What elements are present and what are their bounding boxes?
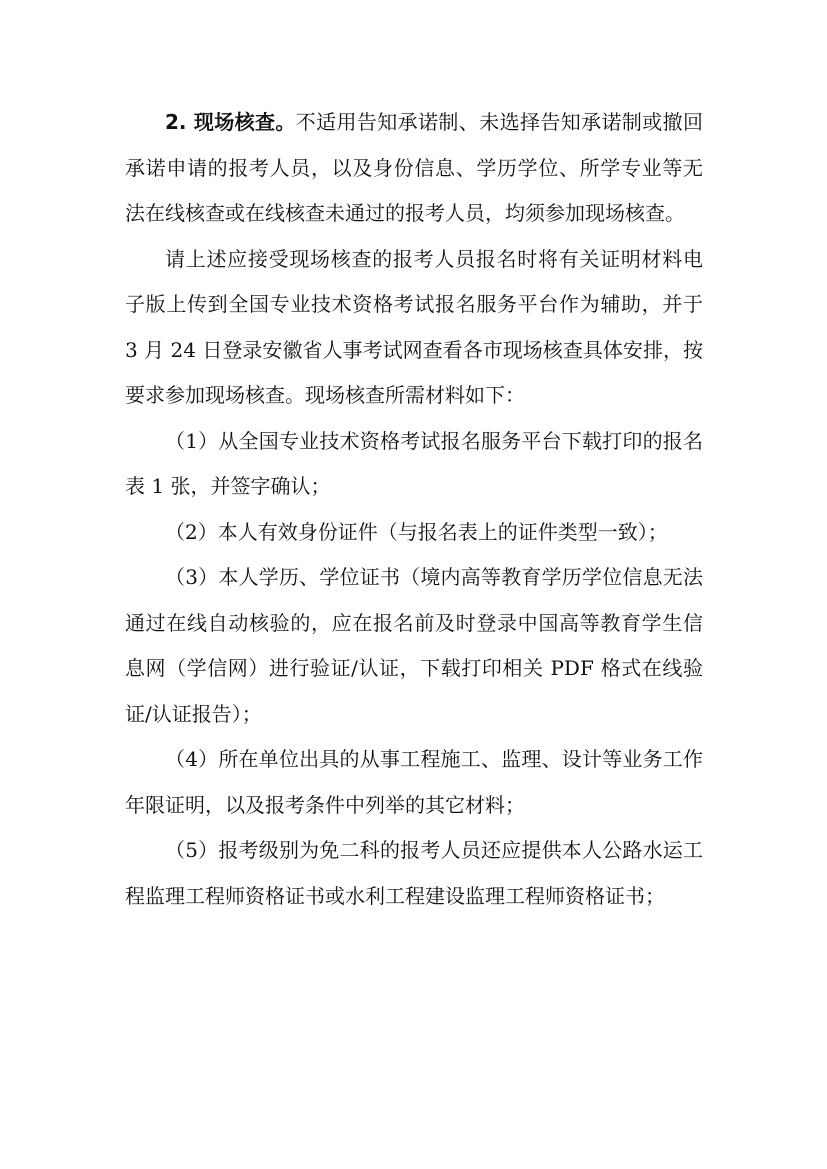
material-item-5: （5）报考级别为免二科的报考人员还应提供本人公路水运工程监理工程师资格证书或水利工程建设监理工程师资格证书； [125,838,703,908]
material-item-1: （1）从全国专业技术资格考试报名服务平台下载打印的报名表 1 张，并签字确认； [125,428,703,498]
instructions-paragraph: 请上述应接受现场核查的报考人员报名时将有关证明材料电子版上传到全国专业技术资格考试报名服务平台作为辅助，并于 3 月 24 日登录安徽省人事考试网查看各市现场核查具体安排，按要求参加现场核查。现场核查所需材料如下： [125,246,703,407]
section-intro: 不适用告知承诺制、未选择告知承诺制或撤回承诺申请的报考人员，以及身份信息、学历学位、所学专业等无法在线核查或在线核查未通过的报考人员，均须参加现场核查。 [125,110,703,225]
section-paragraph [125,100,703,237]
material-item-4: （4）所在单位出具的从事工程施工、监理、设计等业务工作年限证明，以及报考条件中列举的其它材料； [125,747,703,817]
material-item-2: （2）本人有效身份证件（与报名表上的证件类型一致）； [165,519,668,544]
material-item-3: （3）本人学历、学位证书（境内高等教育学历学位信息无法通过在线自动核验的，应在报名前及时登录中国高等教育学生信息网（学信网）进行验证/认证，下载打印相关 PDF 格式在线验证/认证报告）； [125,565,703,726]
document-page [125,100,703,919]
section-heading: 2. 现场核查。 [165,110,296,134]
